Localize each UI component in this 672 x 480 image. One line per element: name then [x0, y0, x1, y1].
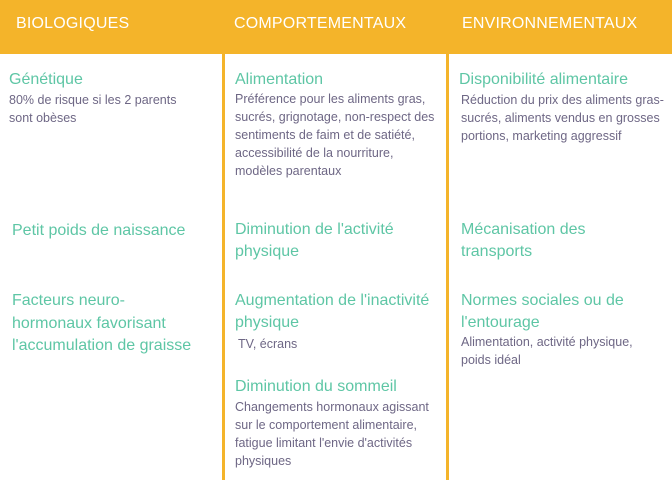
- comp-inactivite-desc: TV, écrans: [238, 337, 298, 351]
- comp-diminution-activite-title: Diminution de l'activité physique: [235, 221, 394, 260]
- env-disponibilite-desc: Réduction du prix des aliments gras-sucrés, aliments vendus en grosses portions, marketing aggressif: [461, 93, 664, 143]
- env-disponibilite-title: Disponibilité alimentaire: [459, 71, 628, 88]
- table-header: [0, 0, 672, 54]
- comp-alimentation-desc: Préférence pour les aliments gras, sucrés, grignotage, non-respect des sentiments de faim et de satiété, accessibilité de la nourriture, modèles parentaux: [235, 92, 435, 178]
- bio-genetique-title: Génétique: [9, 71, 83, 88]
- comp-alimentation-title: Alimentation: [235, 71, 324, 88]
- env-normes-title: Normes sociales ou de l'entourage: [461, 292, 624, 331]
- comp-sommeil-title: Diminution du sommeil: [235, 378, 397, 395]
- env-mecanisation-title: Mécanisation des transports: [461, 221, 586, 260]
- env-normes-desc: Alimentation, activité physique, poids idéal: [461, 335, 633, 367]
- comp-inactivite-title: Augmentation de l'inactivité physique: [235, 292, 430, 331]
- column-divider-1: [222, 54, 225, 480]
- bio-petit-poids-title: Petit poids de naissance: [12, 222, 186, 239]
- header-biologiques: BIOLOGIQUES: [16, 15, 130, 32]
- header-environnementaux: ENVIRONNEMENTAUX: [462, 15, 638, 32]
- header-comportementaux: COMPORTEMENTAUX: [234, 15, 407, 32]
- bio-genetique-desc: 80% de risque si les 2 parents sont obèses: [9, 93, 177, 125]
- bio-facteurs-title: Facteurs neuro-hormonaux favorisant l'accumulation de graisse: [12, 292, 192, 354]
- comp-sommeil-desc: Changements hormonaux agissant sur le comportement alimentaire, fatigue limitant l'envie d'activités physiques: [235, 400, 429, 468]
- column-divider-2: [446, 54, 449, 480]
